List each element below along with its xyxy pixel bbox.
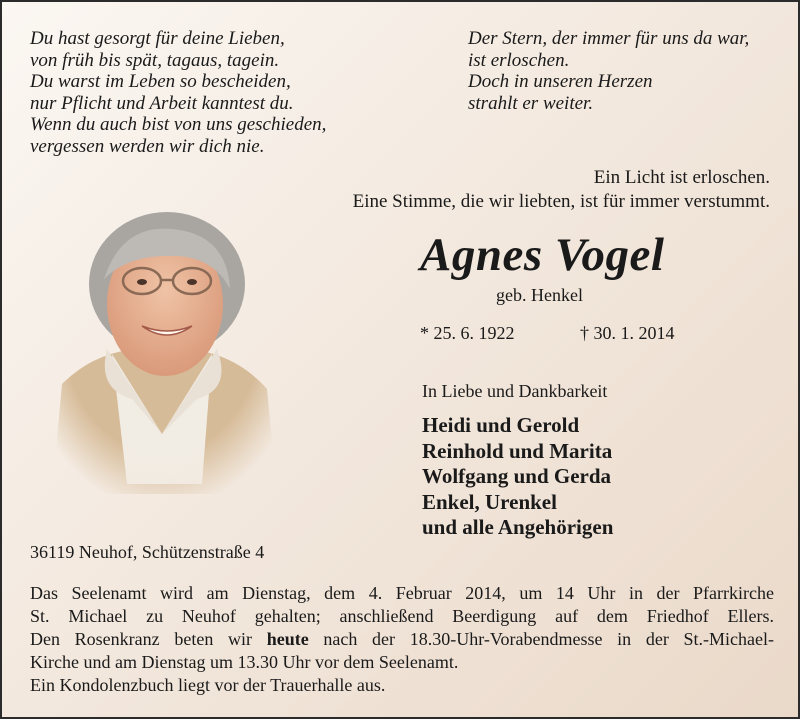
poem-left-line: vergessen werden wir dich nie. <box>30 135 265 157</box>
poem-left-line: Du warst im Leben so bescheiden, <box>30 71 291 92</box>
birth-date: * 25. 6. 1922 <box>420 323 515 343</box>
epigraph-line: Eine Stimme, die wir liebten, ist für immer verstummt. <box>352 191 770 212</box>
poem-right-line: ist erloschen. <box>468 49 570 71</box>
portrait-photo <box>42 184 282 494</box>
epigraph <box>353 166 770 214</box>
mourner-line: Wolfgang und Gerda <box>422 464 612 488</box>
address: 36119 Neuhof, Schützenstraße 4 <box>30 542 265 562</box>
poem-right-line: Doch in unseren Herzen <box>468 71 653 92</box>
mourner-line: Heidi und Gerold <box>422 413 580 437</box>
poem-left-line: nur Pflicht und Arbeit kanntest du. <box>30 92 294 114</box>
poem-left-line: Wenn du auch bist von uns geschieden, <box>30 114 327 135</box>
poem-left <box>30 28 326 157</box>
notice-line: Kirche und am Dienstag um 13.30 Uhr vor dem Seelenamt. <box>30 652 459 672</box>
mourner-line: Enkel, Urenkel <box>422 489 557 514</box>
maiden-name: geb. Henkel <box>496 285 583 305</box>
poem-right-line: Der Stern, der immer für uns da war, <box>468 28 750 49</box>
poem-right-line: strahlt er weiter. <box>468 92 594 114</box>
notice-line: Ein Kondolenzbuch liegt vor der Trauerhalle aus. <box>30 675 386 695</box>
notice-line <box>30 628 774 651</box>
mourners-list <box>422 413 613 541</box>
epigraph-line: Ein Licht ist erloschen. <box>593 167 770 188</box>
notice-line: Das Seelenamt wird am Dienstag, dem 4. Februar 2014, um 14 Uhr in der Pfarrkirche <box>30 583 774 603</box>
notice-emphasis: heute <box>266 629 309 649</box>
poem-left-line: von früh bis spät, tagaus, tagein. <box>30 49 280 71</box>
poem-left-line: Du hast gesorgt für deine Lieben, <box>30 28 285 49</box>
notice-text: Den Rosenkranz beten wir <box>30 629 252 649</box>
mourners-intro: In Liebe und Dankbarkeit <box>422 381 608 401</box>
death-date: † 30. 1. 2014 <box>580 323 675 343</box>
notice-line: St. Michael zu Neuhof gehalten; anschließend Beerdigung auf dem Friedhof Ellers. <box>30 606 774 626</box>
notice-text: nach der 18.30-Uhr-Vorabendmesse in der St.-Michael- <box>323 629 774 649</box>
poem-right <box>468 28 749 114</box>
funeral-notice <box>30 582 774 697</box>
deceased-name: Agnes Vogel <box>420 229 665 281</box>
mourner-line: Reinhold und Marita <box>422 438 613 463</box>
mourner-line: und alle Angehörigen <box>422 515 614 539</box>
